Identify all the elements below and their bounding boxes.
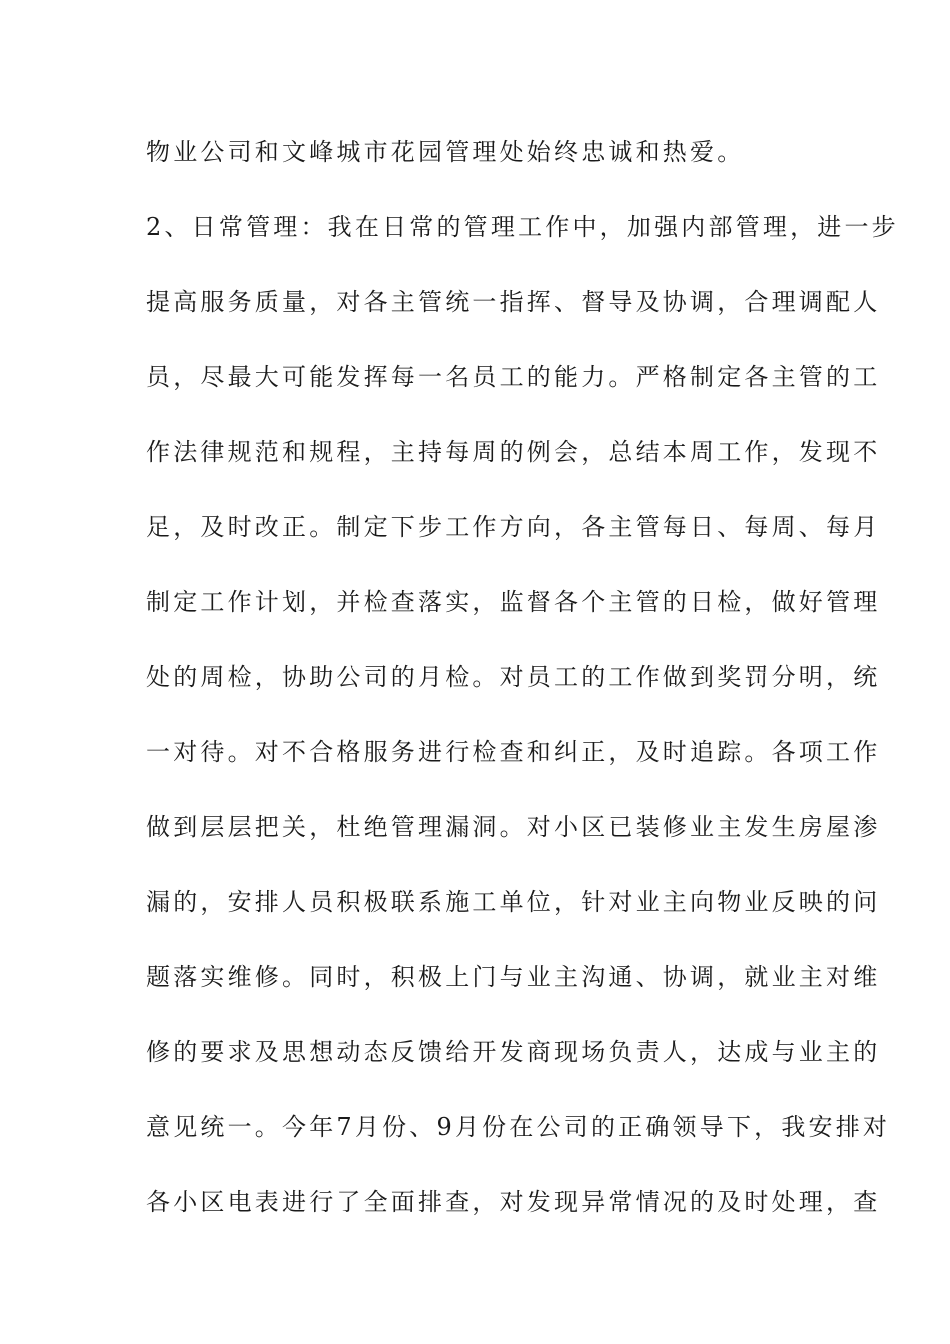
body-text-line: 意见统一。今年7月份、9月份在公司的正确领导下，我安排对 (146, 1113, 891, 1141)
body-text-line: 漏的，安排人员积极联系施工单位，针对业主向物业反映的问 (146, 888, 881, 916)
body-text-line: 制定工作计划，并检查落实，监督各个主管的日检，做好管理 (146, 588, 881, 616)
body-text-line: 2、日常管理：我在日常的管理工作中，加强内部管理，进一步 (146, 213, 899, 241)
body-text-line: 一对待。对不合格服务进行检查和纠正，及时追踪。各项工作 (146, 738, 881, 766)
body-text-line: 员，尽最大可能发挥每一名员工的能力。严格制定各主管的工 (146, 363, 881, 391)
body-text-line: 作法律规范和规程，主持每周的例会，总结本周工作，发现不 (146, 438, 881, 466)
body-text-line: 物业公司和文峰城市花园管理处始终忠诚和热爱。 (146, 138, 745, 166)
body-text-line: 提高服务质量，对各主管统一指挥、督导及协调，合理调配人 (146, 288, 881, 316)
body-text-line: 做到层层把关，杜绝管理漏洞。对小区已装修业主发生房屋渗 (146, 813, 881, 841)
body-text-line: 处的周检，协助公司的月检。对员工的工作做到奖罚分明，统 (146, 663, 881, 691)
body-text-line: 题落实维修。同时，积极上门与业主沟通、协调，就业主对维 (146, 963, 881, 991)
body-text-line: 足，及时改正。制定下步工作方向，各主管每日、每周、每月 (146, 513, 881, 541)
body-text-line: 修的要求及思想动态反馈给开发商现场负责人，达成与业主的 (146, 1038, 881, 1066)
body-text-line: 各小区电表进行了全面排查，对发现异常情况的及时处理，查 (146, 1188, 881, 1216)
